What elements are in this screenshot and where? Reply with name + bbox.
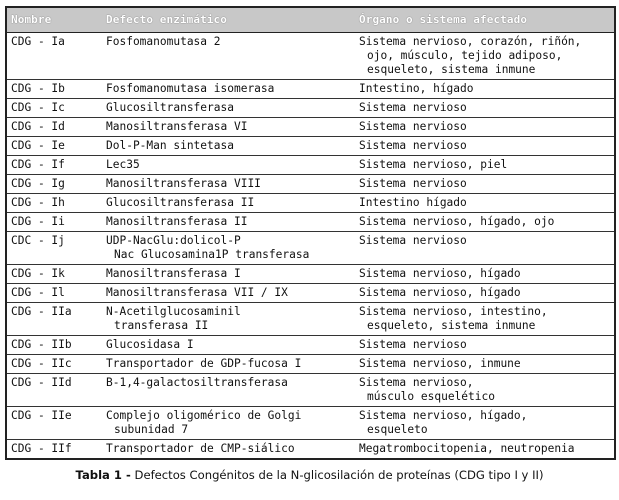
- cell-organo: [355, 407, 615, 440]
- cell-nombre: CDG - IIf: [6, 440, 102, 460]
- cell-defecto: [102, 284, 355, 303]
- cell-organo: [355, 265, 615, 284]
- defecto-line: Lec35: [106, 158, 140, 171]
- defecto-line: N-Acetilglucosaminil: [106, 305, 241, 318]
- table-header-row: [6, 7, 615, 33]
- table-row: [6, 99, 615, 118]
- organo-line: Sistema nervioso, hígado,: [359, 409, 528, 422]
- cell-nombre: CDG - Ih: [6, 194, 102, 213]
- header-organo-afectado: Órgano o sistema afectado: [355, 7, 615, 33]
- organo-line: músculo esquelético: [367, 390, 495, 403]
- defecto-line: Nac Glucosamina1P transferasa: [114, 248, 310, 261]
- cell-organo: [355, 99, 615, 118]
- organo-line: Intestino, hígado: [359, 82, 474, 95]
- cell-defecto: [102, 99, 355, 118]
- table-row: [6, 440, 615, 460]
- organo-line: esqueleto, sistema inmune: [367, 63, 536, 76]
- table-row: [6, 80, 615, 99]
- defecto-line: Fosfomanomutasa isomerasa: [106, 82, 275, 95]
- cell-nombre: CDG - Ic: [6, 99, 102, 118]
- cell-defecto: [102, 118, 355, 137]
- cell-nombre: CDG - Ie: [6, 137, 102, 156]
- cell-nombre: CDG - Ii: [6, 213, 102, 232]
- cell-nombre: CDG - IId: [6, 374, 102, 407]
- organo-line: Sistema nervioso, hígado: [359, 286, 521, 299]
- organo-line: esqueleto: [367, 423, 428, 436]
- organo-line: Sistema nervioso, hígado: [359, 267, 521, 280]
- cell-defecto: [102, 156, 355, 175]
- cell-nombre: CDG - IIc: [6, 355, 102, 374]
- cell-organo: [355, 355, 615, 374]
- cell-defecto: [102, 80, 355, 99]
- cell-organo: [355, 80, 615, 99]
- organo-line: Sistema nervioso: [359, 120, 467, 133]
- defecto-line: Glucosidasa I: [106, 338, 194, 351]
- defecto-line: Transportador de CMP-siálico: [106, 442, 295, 455]
- table-row: [6, 213, 615, 232]
- organo-line: Megatrombocitopenia, neutropenia: [359, 442, 575, 455]
- defecto-line: Glucosiltransferasa II: [106, 196, 255, 209]
- cell-nombre: CDG - Il: [6, 284, 102, 303]
- defecto-line: Manosiltransferasa VIII: [106, 177, 261, 190]
- header-defecto-enzimatico: Defecto enzimático: [102, 7, 355, 33]
- cell-nombre: CDC - Ij: [6, 232, 102, 265]
- organo-line: Sistema nervioso: [359, 139, 467, 152]
- cell-nombre: CDG - Ik: [6, 265, 102, 284]
- cell-organo: [355, 440, 615, 460]
- table-row: [6, 303, 615, 336]
- defecto-line: Dol-P-Man sintetasa: [106, 139, 234, 152]
- table-row: [6, 175, 615, 194]
- cell-organo: [355, 118, 615, 137]
- cell-organo: [355, 33, 615, 80]
- table-row: [6, 407, 615, 440]
- cell-organo: [355, 284, 615, 303]
- organo-line: Sistema nervioso, intestino,: [359, 305, 548, 318]
- cell-nombre: CDG - IIe: [6, 407, 102, 440]
- defecto-line: subunidad 7: [114, 423, 189, 436]
- table-row: [6, 284, 615, 303]
- cell-defecto: [102, 336, 355, 355]
- organo-line: Sistema nervioso, inmune: [359, 357, 521, 370]
- organo-line: Sistema nervioso,: [359, 376, 474, 389]
- table-row: [6, 137, 615, 156]
- cell-nombre: CDG - Ib: [6, 80, 102, 99]
- organo-line: Sistema nervioso, hígado, ojo: [359, 215, 555, 228]
- cell-organo: [355, 303, 615, 336]
- defecto-line: Manosiltransferasa VII / IX: [106, 286, 288, 299]
- cell-organo: [355, 213, 615, 232]
- cell-organo: [355, 194, 615, 213]
- table-row: [6, 336, 615, 355]
- table-row: [6, 156, 615, 175]
- table-row: [6, 374, 615, 407]
- defecto-line: transferasa II: [114, 319, 209, 332]
- cell-organo: [355, 374, 615, 407]
- organo-line: Sistema nervioso: [359, 177, 467, 190]
- organo-line: Sistema nervioso: [359, 101, 467, 114]
- defecto-line: Manosiltransferasa II: [106, 215, 248, 228]
- cell-nombre: CDG - IIb: [6, 336, 102, 355]
- cell-organo: [355, 232, 615, 265]
- organo-line: ojo, músculo, tejido adiposo,: [367, 49, 563, 62]
- cell-defecto: [102, 232, 355, 265]
- table-row: [6, 265, 615, 284]
- cell-organo: [355, 137, 615, 156]
- organo-line: esqueleto, sistema inmune: [367, 319, 536, 332]
- cdg-table: [5, 6, 616, 460]
- cell-nombre: CDG - Id: [6, 118, 102, 137]
- cell-defecto: [102, 137, 355, 156]
- caption-text: Defectos Congénitos de la N-glicosilación de proteínas (CDG tipo I y II): [134, 468, 544, 482]
- organo-line: Intestino hígado: [359, 196, 467, 209]
- table-row: [6, 194, 615, 213]
- cell-defecto: [102, 213, 355, 232]
- cell-defecto: [102, 374, 355, 407]
- cell-defecto: [102, 194, 355, 213]
- cell-organo: [355, 336, 615, 355]
- cell-defecto: [102, 175, 355, 194]
- cell-defecto: [102, 407, 355, 440]
- cell-nombre: CDG - If: [6, 156, 102, 175]
- table-caption: [0, 468, 619, 482]
- cell-defecto: [102, 303, 355, 336]
- defecto-line: Glucosiltransferasa: [106, 101, 234, 114]
- cell-nombre: CDG - Ia: [6, 33, 102, 80]
- organo-line: Sistema nervioso, piel: [359, 158, 508, 171]
- defecto-line: Fosfomanomutasa 2: [106, 35, 221, 48]
- defecto-line: Complejo oligomérico de Golgi: [106, 409, 302, 422]
- cell-defecto: [102, 265, 355, 284]
- organo-line: Sistema nervioso: [359, 338, 467, 351]
- organo-line: Sistema nervioso: [359, 234, 467, 247]
- defecto-line: Manosiltransferasa I: [106, 267, 241, 280]
- cell-nombre: CDG - IIa: [6, 303, 102, 336]
- cell-defecto: [102, 355, 355, 374]
- table-container: [5, 6, 614, 460]
- table-row: [6, 355, 615, 374]
- defecto-line: B-1,4-galactosiltransferasa: [106, 376, 288, 389]
- organo-line: Sistema nervioso, corazón, riñón,: [359, 35, 582, 48]
- cell-defecto: [102, 440, 355, 460]
- caption-label: Tabla 1 -: [75, 468, 131, 482]
- table-row: [6, 232, 615, 265]
- defecto-line: Transportador de GDP-fucosa I: [106, 357, 302, 370]
- table-row: [6, 33, 615, 80]
- cell-nombre: CDG - Ig: [6, 175, 102, 194]
- table-row: [6, 118, 615, 137]
- defecto-line: UDP-NacGlu:dolicol-P: [106, 234, 241, 247]
- header-nombre: Nombre: [6, 7, 102, 33]
- table-body: [6, 33, 615, 460]
- cell-defecto: [102, 33, 355, 80]
- cell-organo: [355, 156, 615, 175]
- cell-organo: [355, 175, 615, 194]
- defecto-line: Manosiltransferasa VI: [106, 120, 248, 133]
